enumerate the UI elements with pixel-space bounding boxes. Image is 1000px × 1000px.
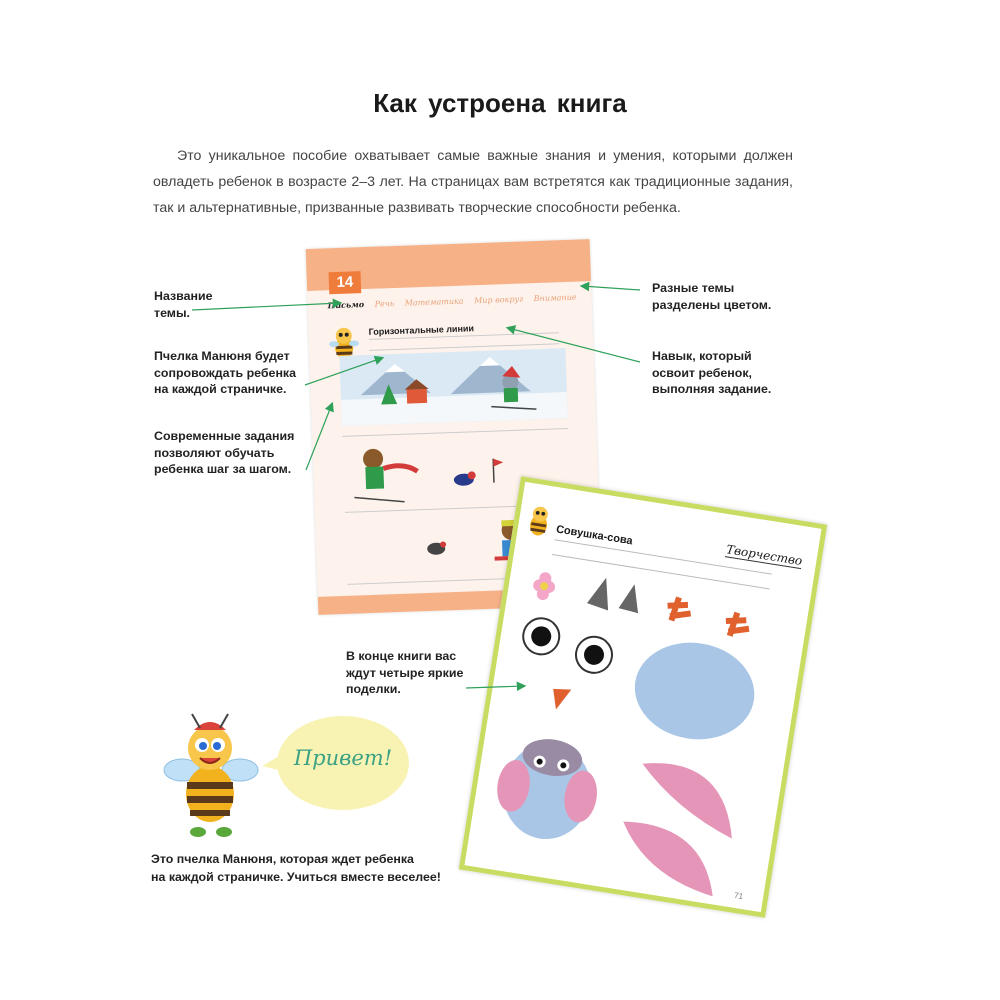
topic-tab-world: Мир вокруг bbox=[473, 294, 524, 306]
callout-line: поделки. bbox=[346, 682, 401, 696]
topic-tab-writing: Письмо bbox=[327, 299, 365, 311]
callout-line: позволяют обучать bbox=[154, 445, 275, 460]
callout-line: сопровождать ребенка bbox=[154, 365, 297, 380]
speech-bubble-tail bbox=[262, 752, 286, 776]
topic-tab-creativity: Творчество bbox=[725, 542, 804, 569]
callout-line: освоит ребенок, bbox=[652, 365, 752, 380]
callout-line: на каждой страничке. bbox=[154, 382, 287, 396]
speech-bubble-text: Привет! bbox=[293, 746, 393, 770]
page-number: 71 bbox=[733, 890, 744, 902]
task-title: Горизонтальные линии bbox=[368, 323, 475, 337]
topic-tab-speech: Речь bbox=[374, 299, 395, 309]
callout-line: ждут четыре яркие bbox=[346, 665, 464, 680]
task-title: Совушка-сова bbox=[555, 523, 634, 548]
callout-line: Разные темы bbox=[652, 281, 735, 295]
intro-line-4: способности ребенка. bbox=[536, 200, 681, 216]
intro-line-3: традиционные задания, так и альтернативные, призванные развивать творческие bbox=[153, 174, 793, 216]
bee-mascot-icon bbox=[160, 712, 260, 842]
caption-line: Это пчелка Манюня, которая ждет ребенка bbox=[151, 852, 414, 866]
topic-tab-attention: Внимание bbox=[533, 292, 577, 304]
callout-line: ребенка шаг за шагом. bbox=[154, 462, 292, 476]
speech-bubble bbox=[277, 716, 409, 810]
callout-line: выполняя задание. bbox=[652, 382, 772, 396]
callout-line: Пчелка Манюня будет bbox=[154, 349, 290, 363]
callout-line: Современные задания bbox=[154, 429, 295, 443]
intro-line-1: Это уникальное пособие охватывает самые важные знания и умения, которыми bbox=[177, 148, 737, 164]
topic-tab-math: Математика bbox=[404, 296, 464, 308]
callout-line: Навык, который bbox=[652, 349, 752, 363]
callout-line: Название bbox=[154, 289, 213, 303]
intro-line-2: должен овладеть ребенок в возрасте 2–3 лет. На страницах вам встретятся как bbox=[153, 148, 793, 190]
caption-line: на каждой страничке. Учиться вместе веселее! bbox=[151, 870, 441, 884]
callout-line: разделены цветом. bbox=[652, 297, 772, 312]
page-title: Как устроена книга bbox=[373, 88, 627, 118]
bee-caption bbox=[151, 850, 441, 886]
callout-line: В конце книги вас bbox=[346, 649, 457, 663]
callout-line: темы. bbox=[154, 305, 190, 320]
page-number-badge: 14 bbox=[329, 271, 362, 294]
